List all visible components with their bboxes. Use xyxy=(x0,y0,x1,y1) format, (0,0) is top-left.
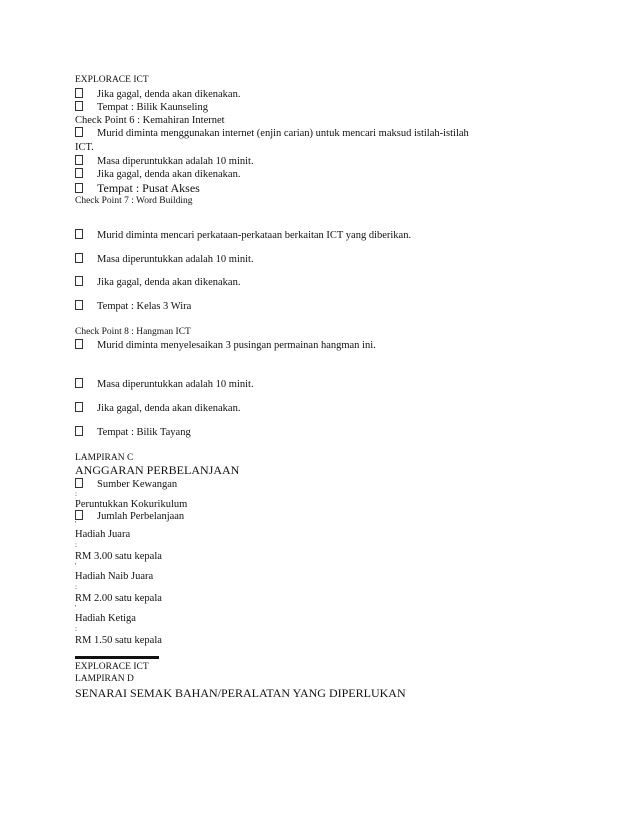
separator-rule xyxy=(75,656,159,659)
bullet-item xyxy=(75,339,376,352)
bullet-text: Jumlah Perbelanjaan xyxy=(97,511,185,522)
checkbox-bullet-icon xyxy=(75,253,97,266)
text-line: RM 2.00 satu kepala xyxy=(75,593,162,604)
text-line: : xyxy=(75,625,77,633)
bullet-text: Tempat : Bilik Kaunseling xyxy=(97,102,208,113)
text-line: Hadiah Ketiga xyxy=(75,613,136,624)
checkbox-bullet-icon xyxy=(75,168,97,181)
text-line: : xyxy=(75,541,77,549)
checkbox-bullet-icon xyxy=(75,339,97,352)
bullet-item xyxy=(75,510,184,523)
text-line: Check Point 8 : Hangman ICT xyxy=(75,327,191,337)
checkbox-bullet-icon xyxy=(75,181,97,195)
text-line: Hadiah Naib Juara xyxy=(75,571,154,582)
bullet-item xyxy=(75,276,240,289)
bullet-item xyxy=(75,378,254,391)
bullet-item xyxy=(75,426,191,439)
bullet-text: Sumber Kewangan xyxy=(97,479,178,490)
checkbox-bullet-icon xyxy=(75,127,97,140)
checkbox-bullet-icon xyxy=(75,426,97,439)
text-line: RM 1.50 satu kepala xyxy=(75,635,162,646)
text-line: Check Point 7 : Word Building xyxy=(75,196,193,206)
bullet-item xyxy=(75,88,240,101)
text-line: : xyxy=(75,583,77,591)
bullet-item xyxy=(75,168,240,181)
checkbox-bullet-icon xyxy=(75,101,97,114)
bullet-text: Tempat : Bilik Tayang xyxy=(97,427,191,438)
text-line: RM 3.00 satu kepala xyxy=(75,551,162,562)
checkbox-bullet-icon xyxy=(75,378,97,391)
bullet-item xyxy=(75,300,191,313)
bullet-text: Tempat : Kelas 3 Wira xyxy=(97,301,192,312)
text-line: ' xyxy=(75,520,77,528)
bullet-text: Murid diminta menyelesaikan 3 pusingan permainan hangman ini. xyxy=(97,340,376,351)
text-line: EXPLORACE ICT xyxy=(75,75,149,85)
bullet-item xyxy=(75,253,254,266)
bullet-text: Murid diminta menggunakan internet (enjin carian) untuk mencari maksud istilah-istilah xyxy=(97,128,469,139)
checkbox-bullet-icon xyxy=(75,300,97,313)
bullet-item xyxy=(75,478,177,491)
bullet-item xyxy=(75,155,254,168)
text-line: Hadiah Juara xyxy=(75,529,131,540)
bullet-text: Jika gagal, denda akan dikenakan. xyxy=(97,89,241,100)
bullet-item xyxy=(75,101,208,114)
text-line: Check Point 6 : Kemahiran Internet xyxy=(75,115,225,126)
text-line: ' xyxy=(75,562,77,570)
bullet-text: Masa diperuntukkan adalah 10 minit. xyxy=(97,254,254,265)
checkbox-bullet-icon xyxy=(75,478,97,491)
bullet-text: Masa diperuntukkan adalah 10 minit. xyxy=(97,379,254,390)
text-line: LAMPIRAN D xyxy=(75,674,134,684)
checkbox-bullet-icon xyxy=(75,88,97,101)
checkbox-bullet-icon xyxy=(75,155,97,168)
bullet-text: Jika gagal, denda akan dikenakan. xyxy=(97,169,241,180)
text-line: ICT. xyxy=(75,142,94,153)
checkbox-bullet-icon xyxy=(75,402,97,415)
text-line: EXPLORACE ICT xyxy=(75,662,149,672)
checkbox-bullet-icon xyxy=(75,276,97,289)
text-line: ' xyxy=(75,604,77,612)
text-line: SENARAI SEMAK BAHAN/PERALATAN YANG DIPERLUKAN xyxy=(75,686,406,700)
bullet-text: Jika gagal, denda akan dikenakan. xyxy=(97,403,241,414)
text-line: : xyxy=(75,490,77,498)
bullet-item xyxy=(75,229,411,242)
text-line: LAMPIRAN C xyxy=(75,453,134,463)
bullet-item xyxy=(75,402,240,415)
bullet-text: Tempat : Pusat Akses xyxy=(97,181,200,195)
text-line: Peruntukkan Kokurikulum xyxy=(75,499,188,510)
bullet-item xyxy=(75,127,469,140)
text-line: ANGGARAN PERBELANJAAN xyxy=(75,463,240,477)
checkbox-bullet-icon xyxy=(75,229,97,242)
checkbox-bullet-icon xyxy=(75,510,97,523)
bullet-item xyxy=(75,181,200,195)
bullet-text: Murid diminta mencari perkataan-perkataan berkaitan ICT yang diberikan. xyxy=(97,230,412,241)
bullet-text: Masa diperuntukkan adalah 10 minit. xyxy=(97,156,254,167)
bullet-text: Jika gagal, denda akan dikenakan. xyxy=(97,277,241,288)
